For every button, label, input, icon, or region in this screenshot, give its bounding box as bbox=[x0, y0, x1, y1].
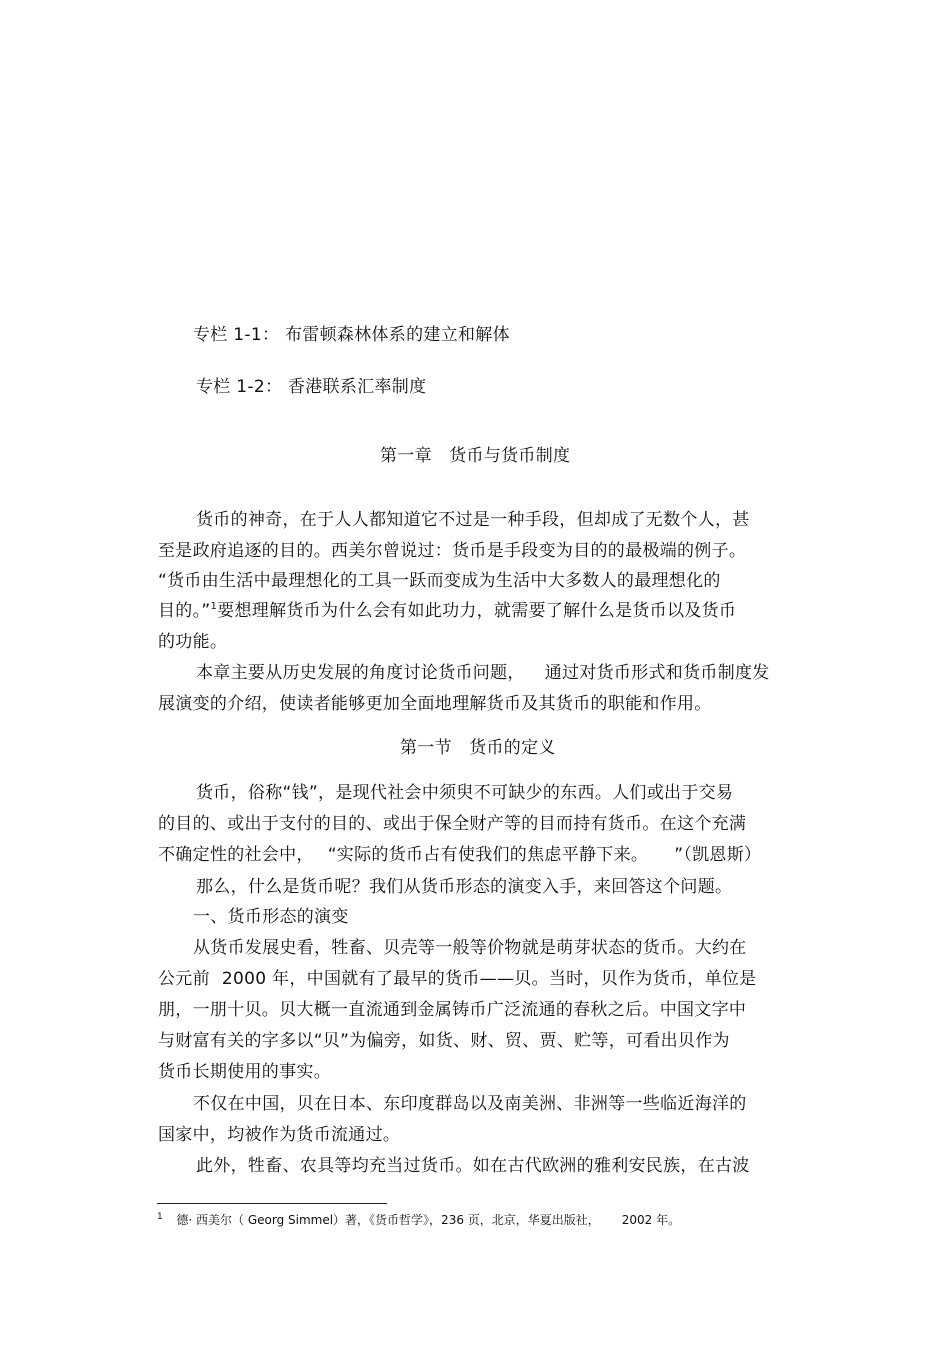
subsection-heading: 一、货币形态的演变 bbox=[193, 907, 349, 927]
section-p3-line-4: 与财富有关的字多以“贝”为偏旁，如货、财、贸、贾、贮等，可看出贝作为 bbox=[158, 1031, 730, 1051]
section-p3-line-2-end: 2000 年，中国就有了最早的货币——贝。当时，贝作为货币，单位是 bbox=[221, 969, 757, 989]
section-p1-line-1: 货币，俗称“钱”，是现代社会中须臾不可缺少的东西。人们或出于交易 bbox=[196, 783, 734, 803]
intro-p1-line-4 bbox=[158, 600, 736, 622]
footnote-text: 德· 西美尔（ Georg Simmel）著，《货币哲学》，236 页，北京，华夏出版社， bbox=[176, 1213, 600, 1227]
section-p3-line-3: 朋，一朋十贝。贝大概一直流通到金属铸币广泛流通的春秋之后。中国文字中 bbox=[158, 1000, 747, 1020]
section-p1-line-2: 的目的、或出于支付的目的、或出于保全财产等的目而持有货币。在这个充满 bbox=[158, 814, 747, 834]
section-p3-line-2-start: 公元前 bbox=[158, 969, 210, 989]
section-p3-line-2 bbox=[158, 968, 756, 990]
keynes-quote: “实际的货币占有使我们的焦虑平静下来。 bbox=[327, 845, 649, 865]
section-title: 第一节 货币的定义 bbox=[400, 738, 556, 758]
sidebar-box-1-1: 专栏 1-1： 布雷顿森林体系的建立和解体 bbox=[193, 325, 510, 345]
intro-p2-line-1-start: 本章主要从历史发展的角度讨论货币问题， bbox=[196, 663, 525, 683]
footnote-divider bbox=[157, 1203, 387, 1204]
intro-p2-line-2: 展演变的介绍，使读者能够更加全面地理解货币及其货币的职能和作用。 bbox=[158, 694, 712, 714]
section-p1-line-3 bbox=[158, 844, 761, 866]
section-p3-line-1: 从货币发展史看，牲畜、贝壳等一般等价物就是萌芽状态的货币。大约在 bbox=[193, 938, 747, 958]
footnote-mark: 1 bbox=[157, 1212, 163, 1222]
section-p3-line-5: 货币长期使用的事实。 bbox=[158, 1062, 331, 1082]
section-p2: 那么，什么是货币呢？我们从货币形态的演变入手，来回答这个问题。 bbox=[196, 877, 733, 897]
intro-p2-line-1-end: 通过对货币形式和货币制度发 bbox=[544, 663, 770, 683]
section-p1-line-3-start: 不确定性的社会中， bbox=[158, 845, 314, 865]
section-p5-line-1: 此外，牲畜、农具等均充当过货币。如在古代欧洲的雅利安民族，在古波 bbox=[196, 1156, 750, 1176]
footnote-reference-mark: 1 bbox=[210, 601, 218, 612]
intro-p2-line-1 bbox=[196, 662, 770, 684]
intro-p1-line-4-start: 目的。” bbox=[158, 601, 211, 621]
intro-p1-line-4-end: 要想理解货币为什么会有如此功力，就需要了解什么是货币以及货币 bbox=[217, 601, 737, 621]
footnote-year: 2002 年。 bbox=[621, 1213, 681, 1227]
intro-p1-line-1: 货币的神奇，在于人人都知道它不过是一种手段，但却成了无数个人，甚 bbox=[196, 510, 750, 530]
section-p4-line-2: 国家中，均被作为货币流通过。 bbox=[158, 1125, 401, 1145]
intro-p1-line-3: “货币由生活中最理想化的工具一跃而变成为生活中大多数人的最理想化的 bbox=[158, 571, 721, 591]
intro-p1-line-5: 的功能。 bbox=[158, 632, 228, 652]
sidebar-box-1-2: 专栏 1-2： 香港联系汇率制度 bbox=[196, 377, 427, 397]
section-p4-line-1: 不仅在中国，贝在日本、东印度群岛以及南美洲、非洲等一些临近海洋的 bbox=[193, 1094, 747, 1114]
keynes-attribution: ”（凯恩斯） bbox=[674, 845, 762, 865]
intro-p1-line-2: 至是政府追逐的目的。西美尔曾说过：货币是手段变为目的的最极端的例子。 bbox=[158, 541, 747, 561]
footnote bbox=[157, 1212, 680, 1228]
chapter-title: 第一章 货币与货币制度 bbox=[380, 446, 571, 466]
